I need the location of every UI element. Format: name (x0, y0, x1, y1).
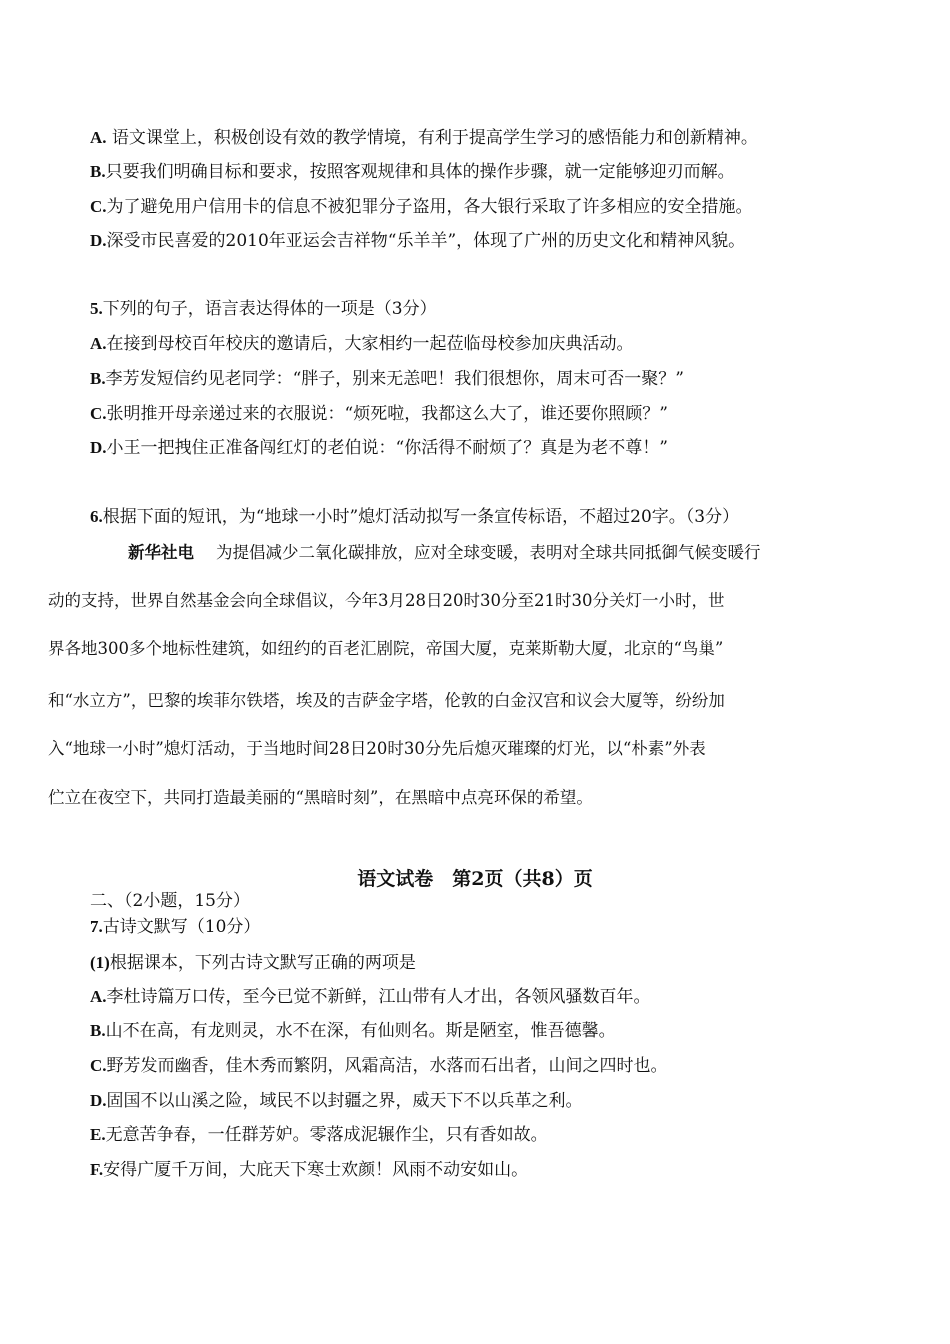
news-text: 为提倡减少二氧化碳排放，应对全球变暖，表明对全球共同抵御气候变暖行 (216, 543, 761, 562)
option-label: C. (90, 197, 107, 216)
q7-sub1-stem (90, 952, 416, 974)
option-text: 无意苦争春，一任群芳妒。零落成泥辗作尘，只有香如故。 (105, 1125, 548, 1145)
q7-option-a (90, 986, 651, 1008)
option-label: A. (90, 128, 107, 147)
news-line: 伫立在夜空下，共同打造最美丽的“黑暗时刻”，在黑暗中点亮环保的希望。 (48, 788, 593, 807)
question-stem: 下列的句子，语言表达得体的一项是（3分） (102, 299, 437, 319)
q4-option-d (90, 230, 745, 252)
section-title: 二、（2小题，15分） (90, 891, 250, 911)
option-text: 李杜诗篇万口传，至今已觉不新鲜，江山带有人才出，各领风骚数百年。 (106, 987, 651, 1007)
q5-option-d (90, 437, 668, 459)
option-text: 语文课堂上，积极创设有效的教学情境，有利于提高学生学习的感悟能力和创新精神。 (106, 128, 758, 148)
option-text: 野芳发而幽香，佳木秀而繁阴，风霜高洁，水落而石出者，山间之四时也。 (106, 1056, 668, 1076)
news-line: 入“地球一小时”熄灯活动，于当地时间28日20时30分先后熄灭璀璨的灯光，以“朴素”外表 (48, 739, 706, 758)
option-label: A. (90, 334, 107, 353)
question-stem: 根据下面的短讯，为“地球一小时”熄灯活动拟写一条宣传标语，不超过20字。（3分） (102, 507, 740, 527)
q7-option-f (90, 1159, 528, 1181)
option-text: 为了避免用户信用卡的信息不被犯罪分子盗用，各大银行采取了许多相应的安全措施。 (106, 197, 753, 217)
option-text: 张明推开母亲递过来的衣服说：“烦死啦，我都这么大了，谁还要你照顾？” (106, 404, 668, 424)
q6-stem (90, 506, 739, 528)
news-line (128, 542, 948, 564)
option-label: B. (90, 1021, 106, 1040)
option-label: D. (90, 438, 107, 457)
q4-option-b (90, 161, 735, 183)
option-label: C. (90, 1056, 107, 1075)
q4-option-a (90, 127, 758, 149)
option-text: 小王一把拽住正准备闯红灯的老伯说：“你活得不耐烦了？真是为老不尊！” (106, 438, 668, 458)
option-label: D. (90, 1091, 107, 1110)
option-text: 李芳发短信约见老同学：“胖子，别来无恙吧！我们很想你，周末可否一聚？” (105, 369, 684, 389)
option-label: F. (90, 1160, 104, 1179)
q5-option-b (90, 368, 684, 390)
sub-question-number: (1) (90, 953, 110, 972)
q4-option-c (90, 196, 753, 218)
question-stem: 古诗文默写（10分） (102, 917, 261, 937)
option-text: 在接到母校百年校庆的邀请后，大家相约一起莅临母校参加庆典活动。 (106, 334, 634, 354)
sub-question-stem: 根据课本，下列古诗文默写正确的两项是 (109, 953, 416, 973)
q7-option-c (90, 1055, 668, 1077)
option-text: 固国不以山溪之险，域民不以封疆之界，威天下不以兵革之利。 (106, 1091, 583, 1111)
option-label: B. (90, 369, 106, 388)
q7-option-b (90, 1020, 616, 1042)
q7-stem (90, 916, 260, 938)
option-label: B. (90, 162, 106, 181)
q5-stem (90, 298, 437, 320)
question-number: 7. (90, 917, 103, 936)
news-line: 和“水立方”，巴黎的埃菲尔铁塔，埃及的吉萨金字塔，伦敦的白金汉宫和议会大厦等，纷纷加 (48, 691, 725, 710)
option-text: 安得广厦千万间，大庇天下寒士欢颜！风雨不动安如山。 (103, 1160, 529, 1180)
news-line: 界各地300多个地标性建筑，如纽约的百老汇剧院，帝国大厦，克莱斯勒大厦，北京的“鸟巢” (48, 639, 724, 658)
option-label: E. (90, 1125, 106, 1144)
option-label: A. (90, 987, 107, 1006)
q7-option-d (90, 1090, 583, 1112)
question-number: 6. (90, 507, 103, 526)
news-source: 新华社电 (128, 543, 194, 562)
option-text: 深受市民喜爱的2010年亚运会吉祥物“乐羊羊”，体现了广州的历史文化和精神风貌。 (106, 231, 746, 251)
news-line: 动的支持，世界自然基金会向全球倡议，今年3月28日20时30分至21时30分关灯一小时，世 (48, 591, 725, 610)
option-text: 只要我们明确目标和要求，按照客观规律和具体的操作步骤，就一定能够迎刃而解。 (105, 162, 735, 182)
option-label: C. (90, 404, 107, 423)
option-label: D. (90, 231, 107, 250)
option-text: 山不在高，有龙则灵，水不在深，有仙则名。斯是陋室，惟吾德馨。 (105, 1021, 616, 1041)
question-number: 5. (90, 299, 103, 318)
q5-option-c (90, 403, 668, 425)
q5-option-a (90, 333, 634, 355)
q7-option-e (90, 1124, 548, 1146)
page-footer: 语文试卷 第2页（共8）页 (357, 868, 593, 890)
